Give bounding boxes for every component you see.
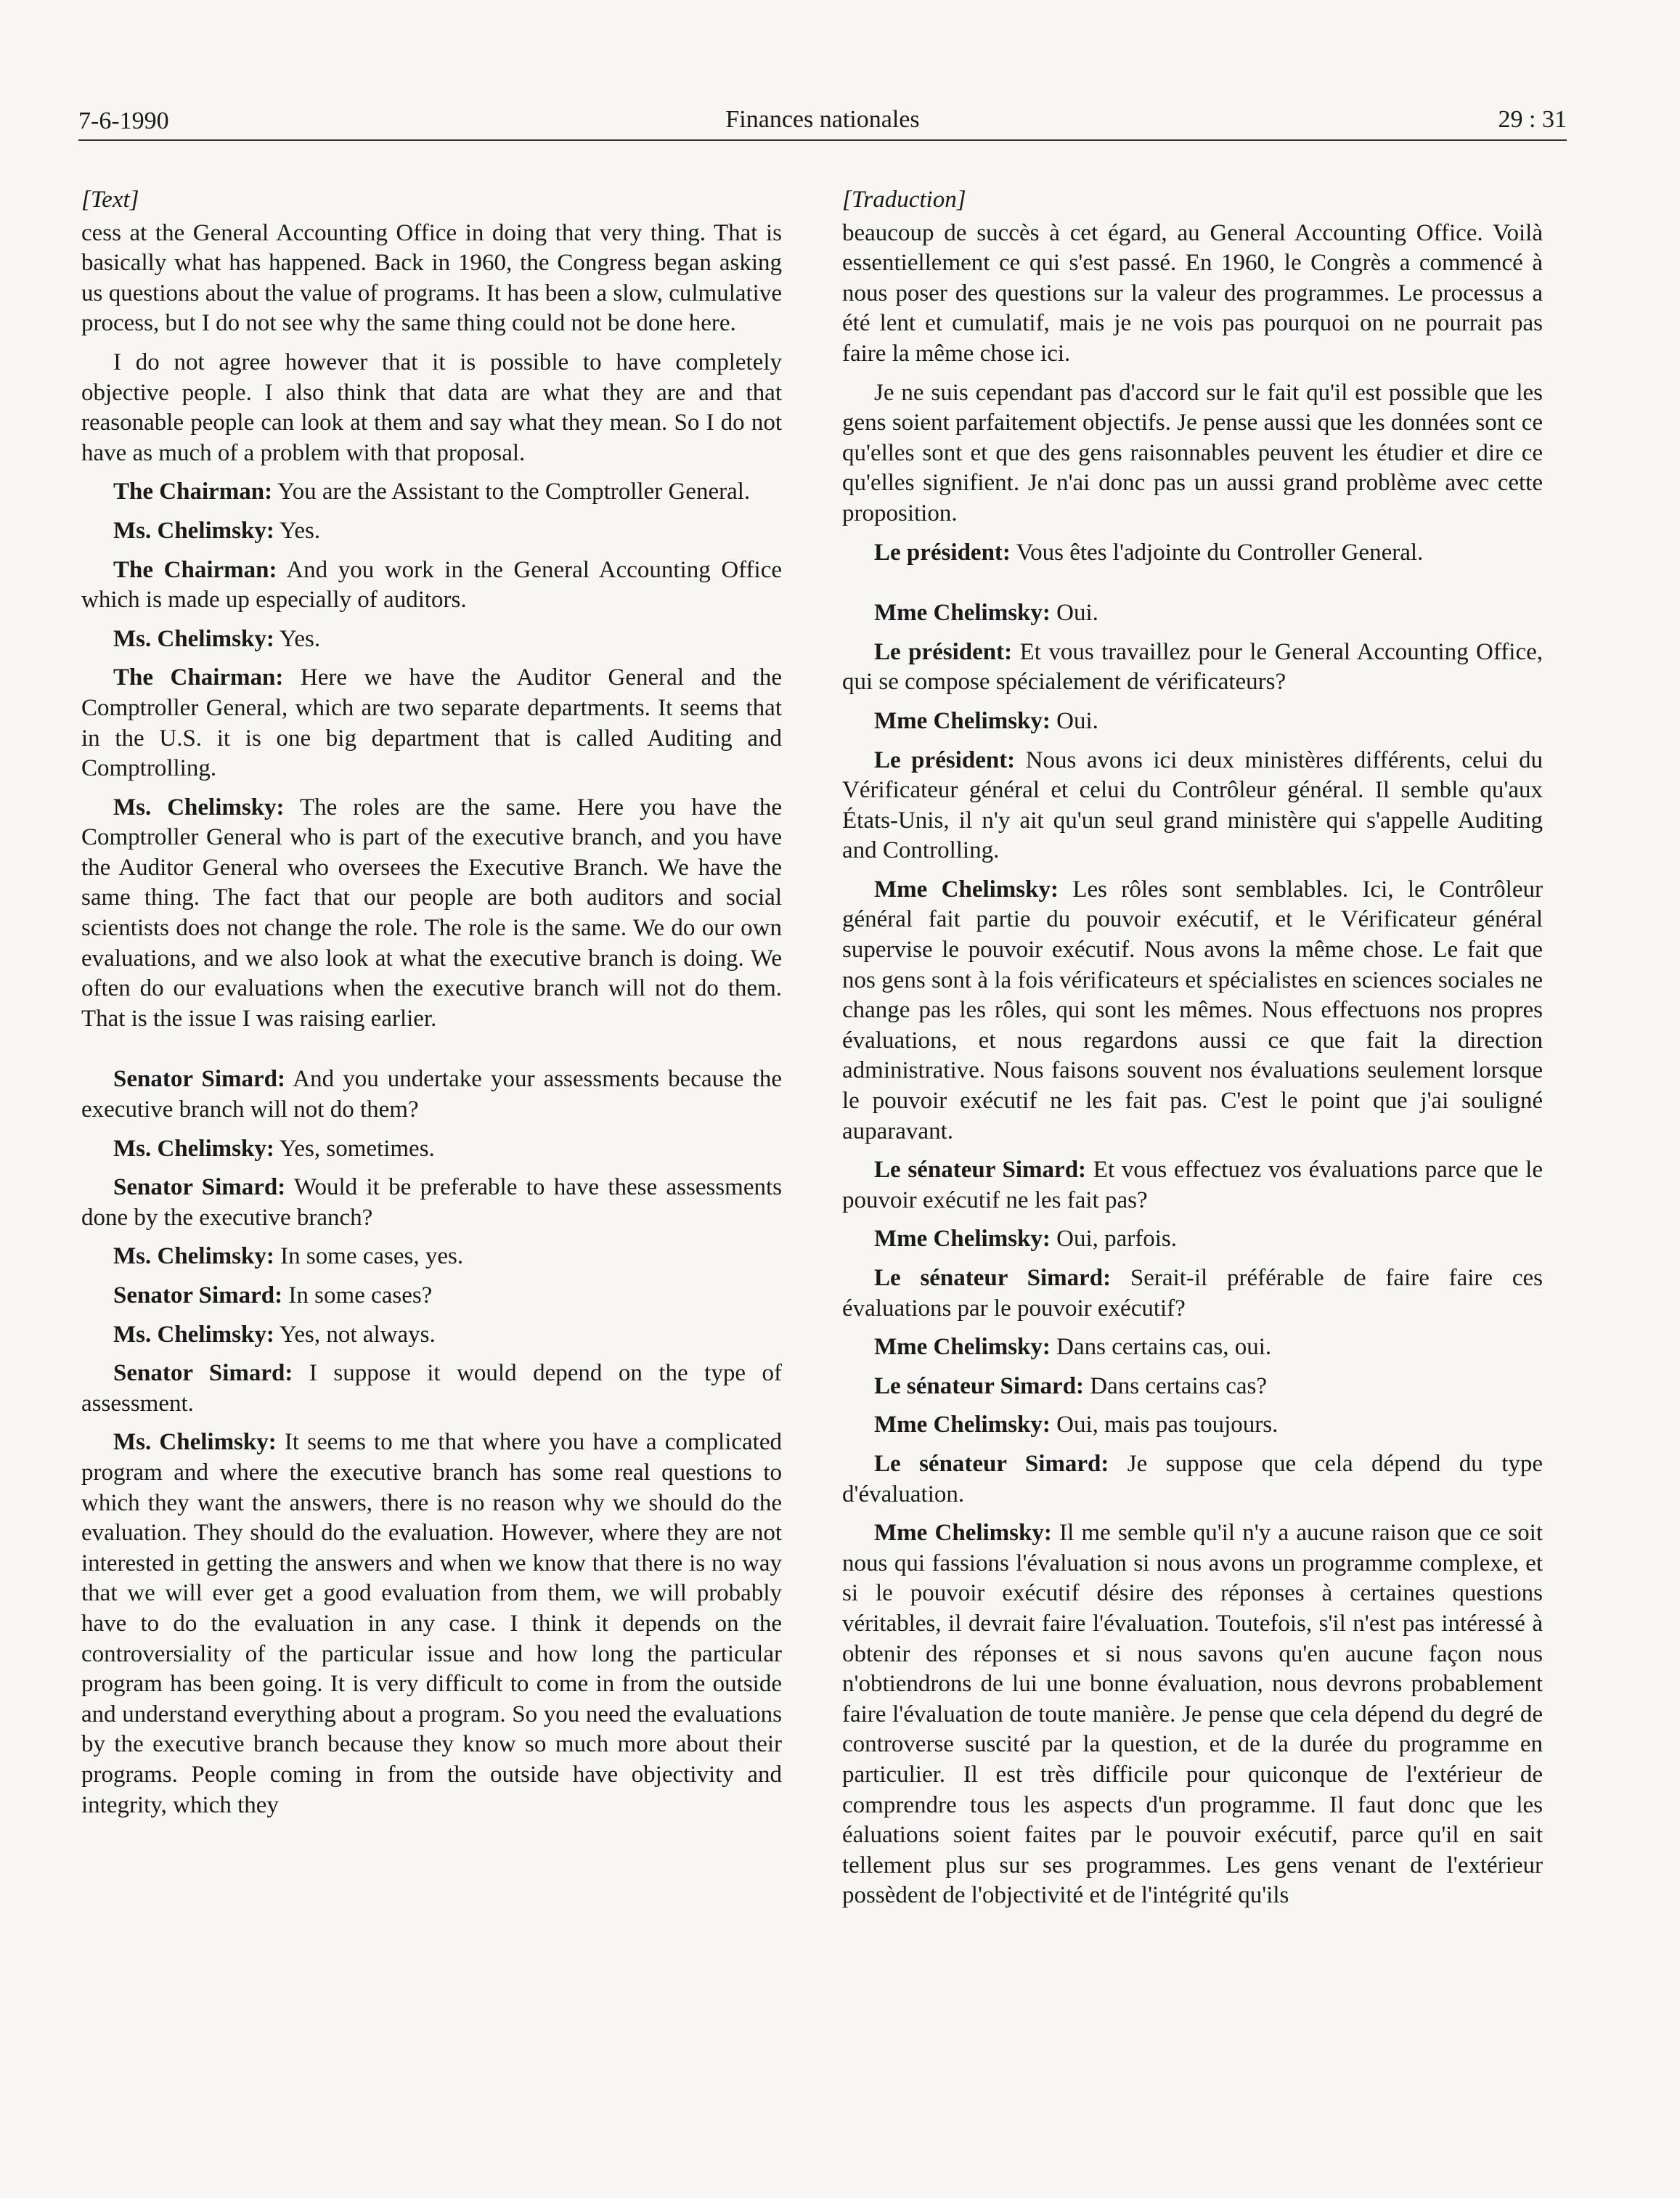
speaker-name: Mme Chelimsky: [874, 876, 1059, 903]
speech [842, 598, 1543, 629]
speech [842, 875, 1543, 1147]
speaker-name: Le président: [874, 638, 1013, 665]
column-label: [Traduction] [842, 187, 966, 213]
speech-text: And you undertake your assessments because the executive branch will not do them? [81, 1066, 782, 1123]
paragraph [81, 219, 782, 339]
speech-text: Oui, mais pas toujours. [1050, 1412, 1279, 1438]
speaker-name: Ms. Chelimsky: [113, 625, 274, 652]
speech-text: Oui, parfois. [1050, 1226, 1178, 1253]
column-label: [Text] [81, 187, 139, 213]
paragraph-text: beaucoup de succès à cet égard, au General Accounting Office. Voilà essentiellement ce qui s'est passé. En 1960, le Congrès a commencé à nous poser des questions sur la valeur des programmes. Le processus a été lent et cumulatif, mais je ne vois pas pourquoi on ne pourrait pas faire la même chose ici. [842, 219, 1543, 367]
paragraph [842, 219, 1543, 370]
speech [81, 477, 782, 508]
speech-text: Il me semble qu'il n'y a aucune raison que ce soit nous qui fassions l'évaluation si nous avons un programme complexe, et si le pouvoir exécutif désire des réponses à certaines questions véritables, il devrait faire l'évaluation. Toutefois, s'il n'est pas intéressé à obtenir des réponses et si nous savons qu'en aucune façon nous n'obtiendrons de lui une bonne évaluation, nous devrons probablement faire l'évaluation de toute manière. Je pense que cela dépend du degré de controverse suscité par la question, et de la durée du programme en particulier. Il est très difficile pour quiconque de l'extérieur de comprendre tous les aspects d'un programme. Il faut donc que les éaluations soient faites par le pouvoir exécutif, parce qu'il en sait tellement plus sur ses programmes. Les gens venant de l'extérieur possèdent de l'objectivité et de l'intégrité qu'ils [842, 1520, 1543, 1909]
speech-text: Les rôles sont semblables. Ici, le Contrôleur général fait partie du pouvoir exécutif, et le Vérificateur général supervise le pouvoir exécutif. Nous avons la même chose. Le fait que nos gens sont à la fois vérificateurs et spécialistes en sciences sociales ne change pas les rôles, qui sont les mêmes. Nous effectuons nos propres évaluations, et nous regardons aussi ce que fait la direction administrative. Nous faisons souvent nos évaluations seulement lorsque le pouvoir exécutif ne les fait pas. C'est le point que j'ai souligné auparavant. [842, 876, 1543, 1144]
speech [81, 555, 782, 616]
speaker-name: Mme Chelimsky: [874, 1412, 1051, 1438]
speech-text: I suppose it would depend on the type of assessment. [81, 1360, 782, 1417]
speaker-name: Ms. Chelimsky: [113, 1243, 274, 1270]
speech-text: In some cases? [282, 1282, 433, 1308]
speech-text: Would it be preferable to have these assessments done by the executive branch? [81, 1174, 782, 1231]
speaker-name: Ms. Chelimsky: [113, 1429, 277, 1456]
speaker-name: Le président: [874, 746, 1016, 773]
speech [842, 1410, 1543, 1441]
header-page-number: 29 : 31 [1498, 106, 1567, 133]
speech [842, 1155, 1543, 1216]
spacer [842, 577, 1543, 598]
speech [842, 1332, 1543, 1363]
speech [842, 1263, 1543, 1324]
speech [81, 1242, 782, 1272]
header-rule [78, 139, 1567, 141]
speech-text: Dans certains cas? [1084, 1372, 1268, 1399]
speech [81, 793, 782, 1035]
speaker-name: Ms. Chelimsky: [113, 1321, 274, 1348]
speaker-name: Mme Chelimsky: [874, 1520, 1052, 1547]
spacer [81, 1043, 782, 1065]
speaker-name: Mme Chelimsky: [874, 707, 1051, 734]
speech [81, 1281, 782, 1311]
speech [842, 746, 1543, 866]
speech-text: You are the Assistant to the Comptroller General. [272, 479, 751, 505]
paragraph [81, 348, 782, 468]
speaker-name: Ms. Chelimsky: [113, 517, 274, 544]
speech-text: Serait-il préférable de faire faire ces évaluations par le pouvoir exécutif? [842, 1265, 1543, 1322]
speech [842, 1372, 1543, 1402]
speech-text: Yes. [274, 517, 321, 544]
speech-text: Yes. [274, 625, 321, 652]
speaker-name: Mme Chelimsky: [874, 600, 1051, 627]
speech [81, 1134, 782, 1165]
speaker-name: Le sénateur Simard: [874, 1265, 1112, 1291]
speaker-name: Ms. Chelimsky: [113, 1135, 274, 1162]
speech-text: Here we have the Auditor General and the Comptroller General, which are two separate departments. It seems that in the U.S. it is one big department that is called Auditing and Comptrolling. [81, 664, 783, 782]
speech [81, 1065, 782, 1125]
speech [81, 663, 782, 783]
speech [81, 516, 782, 547]
speaker-name: Le sénateur Simard: [874, 1157, 1087, 1184]
speech-text: Oui. [1050, 707, 1098, 734]
speech-text: In some cases, yes. [274, 1243, 464, 1270]
speaker-name: The Chairman: [113, 664, 284, 691]
speech [81, 1173, 782, 1233]
english-column [81, 185, 782, 2146]
speech-text: The roles are the same. Here you have the Comptroller General who is part of the executive branch, and you have the Auditor General who oversees the Executive Branch. We have the same thing. The fact that our people are both auditors and social scientists does not change the role. The role is the same. We do our own evaluations, and we also look at what the executive branch is doing. We often do our evaluations when the executive branch will not do them. That is the issue I was raising earlier. [81, 794, 783, 1032]
speech [81, 1359, 782, 1419]
speech-text: Et vous travaillez pour le General Accounting Office, qui se compose spécialement de vérificateurs? [842, 638, 1543, 696]
speaker-name: Ms. Chelimsky: [113, 794, 285, 821]
speech-text: And you work in the General Accounting Office which is made up especially of auditors. [81, 556, 782, 614]
speaker-name: Senator Simard: [113, 1360, 293, 1387]
speaker-name: The Chairman: [113, 556, 277, 583]
speaker-name: Senator Simard: [113, 1174, 286, 1201]
speech-text: Yes, sometimes. [274, 1135, 435, 1162]
speaker-name: The Chairman: [113, 479, 273, 505]
speech [81, 624, 782, 655]
speaker-name: Mme Chelimsky: [874, 1334, 1051, 1361]
speech-text: Vous êtes l'adjointe du Controller General. [1010, 539, 1424, 566]
speaker-name: Le président: [874, 539, 1011, 566]
paragraph-text: I do not agree however that it is possible to have completely objective people. I also think that data are what they are and that reasonable people can look at them and say what they mean. So I do not have as much of a problem with that proposal. [81, 349, 782, 466]
speech [842, 1449, 1543, 1510]
speech-text: Yes, not always. [274, 1321, 436, 1348]
speech [842, 1224, 1543, 1255]
speech-text: Oui. [1050, 600, 1098, 627]
speech-text: Et vous effectuez vos évaluations parce que le pouvoir exécutif ne les fait pas? [842, 1157, 1543, 1213]
speech [842, 538, 1543, 569]
speech-text: Dans certains cas, oui. [1050, 1334, 1272, 1361]
paragraph [842, 378, 1543, 529]
header-date: 7-6-1990 [78, 107, 169, 134]
speech [81, 1320, 782, 1351]
speaker-name: Le sénateur Simard: [874, 1450, 1109, 1477]
speaker-name: Le sénateur Simard: [874, 1372, 1085, 1399]
speaker-name: Senator Simard: [113, 1066, 285, 1093]
speech-text: Je suppose que cela dépend du type d'évaluation. [842, 1450, 1544, 1507]
page-header [78, 102, 1567, 139]
speech-text: It seems to me that where you have a complicated program and where the executive branch has some real questions to which they want the answers, there is no reason why we should do the evaluation. They should do the evaluation. However, where they are not interested in getting the answers and when we know that there is no way that we will ever get a good evaluation from them, we will probably have to do the evaluation in any case. I think it depends on the controversiality of the particular issue and how long the particular program has been going. It is very difficult to come in from the outside and understand everything about a program. So you need the evaluations by the executive branch because they know so much more about their programs. People coming in from the outside have objectivity and integrity, which they [81, 1429, 782, 1818]
french-column [842, 185, 1543, 2146]
speech-text: Nous avons ici deux ministères différents, celui du Vérificateur général et celui du Contrôleur général. Il semble qu'aux États-Unis, il n'y ait qu'un seul grand ministère qui s'appelle Auditing and Controlling. [842, 746, 1543, 864]
speech [81, 1428, 782, 1820]
speech [842, 638, 1543, 698]
paragraph-text: Je ne suis cependant pas d'accord sur le fait qu'il est possible que les gens soient parfaitement objectifs. Je pense aussi que les données sont ce qu'elles sont et que des gens raisonnables peuvent les étudier et dire ce qu'elles signifient. Je n'ai donc pas un aussi grand problème avec cette proposition. [842, 379, 1543, 526]
paragraph-text: cess at the General Accounting Office in doing that very thing. That is basically what has happened. Back in 1960, the Congress began asking us questions about the value of programs. It has been a slow, culmulative process, but I do not see why the same thing could not be done here. [81, 219, 782, 337]
header-title: Finances nationales [725, 106, 920, 133]
speaker-name: Mme Chelimsky: [874, 1226, 1051, 1253]
speech [842, 1518, 1543, 1911]
speech [842, 707, 1543, 737]
speaker-name: Senator Simard: [113, 1282, 283, 1308]
